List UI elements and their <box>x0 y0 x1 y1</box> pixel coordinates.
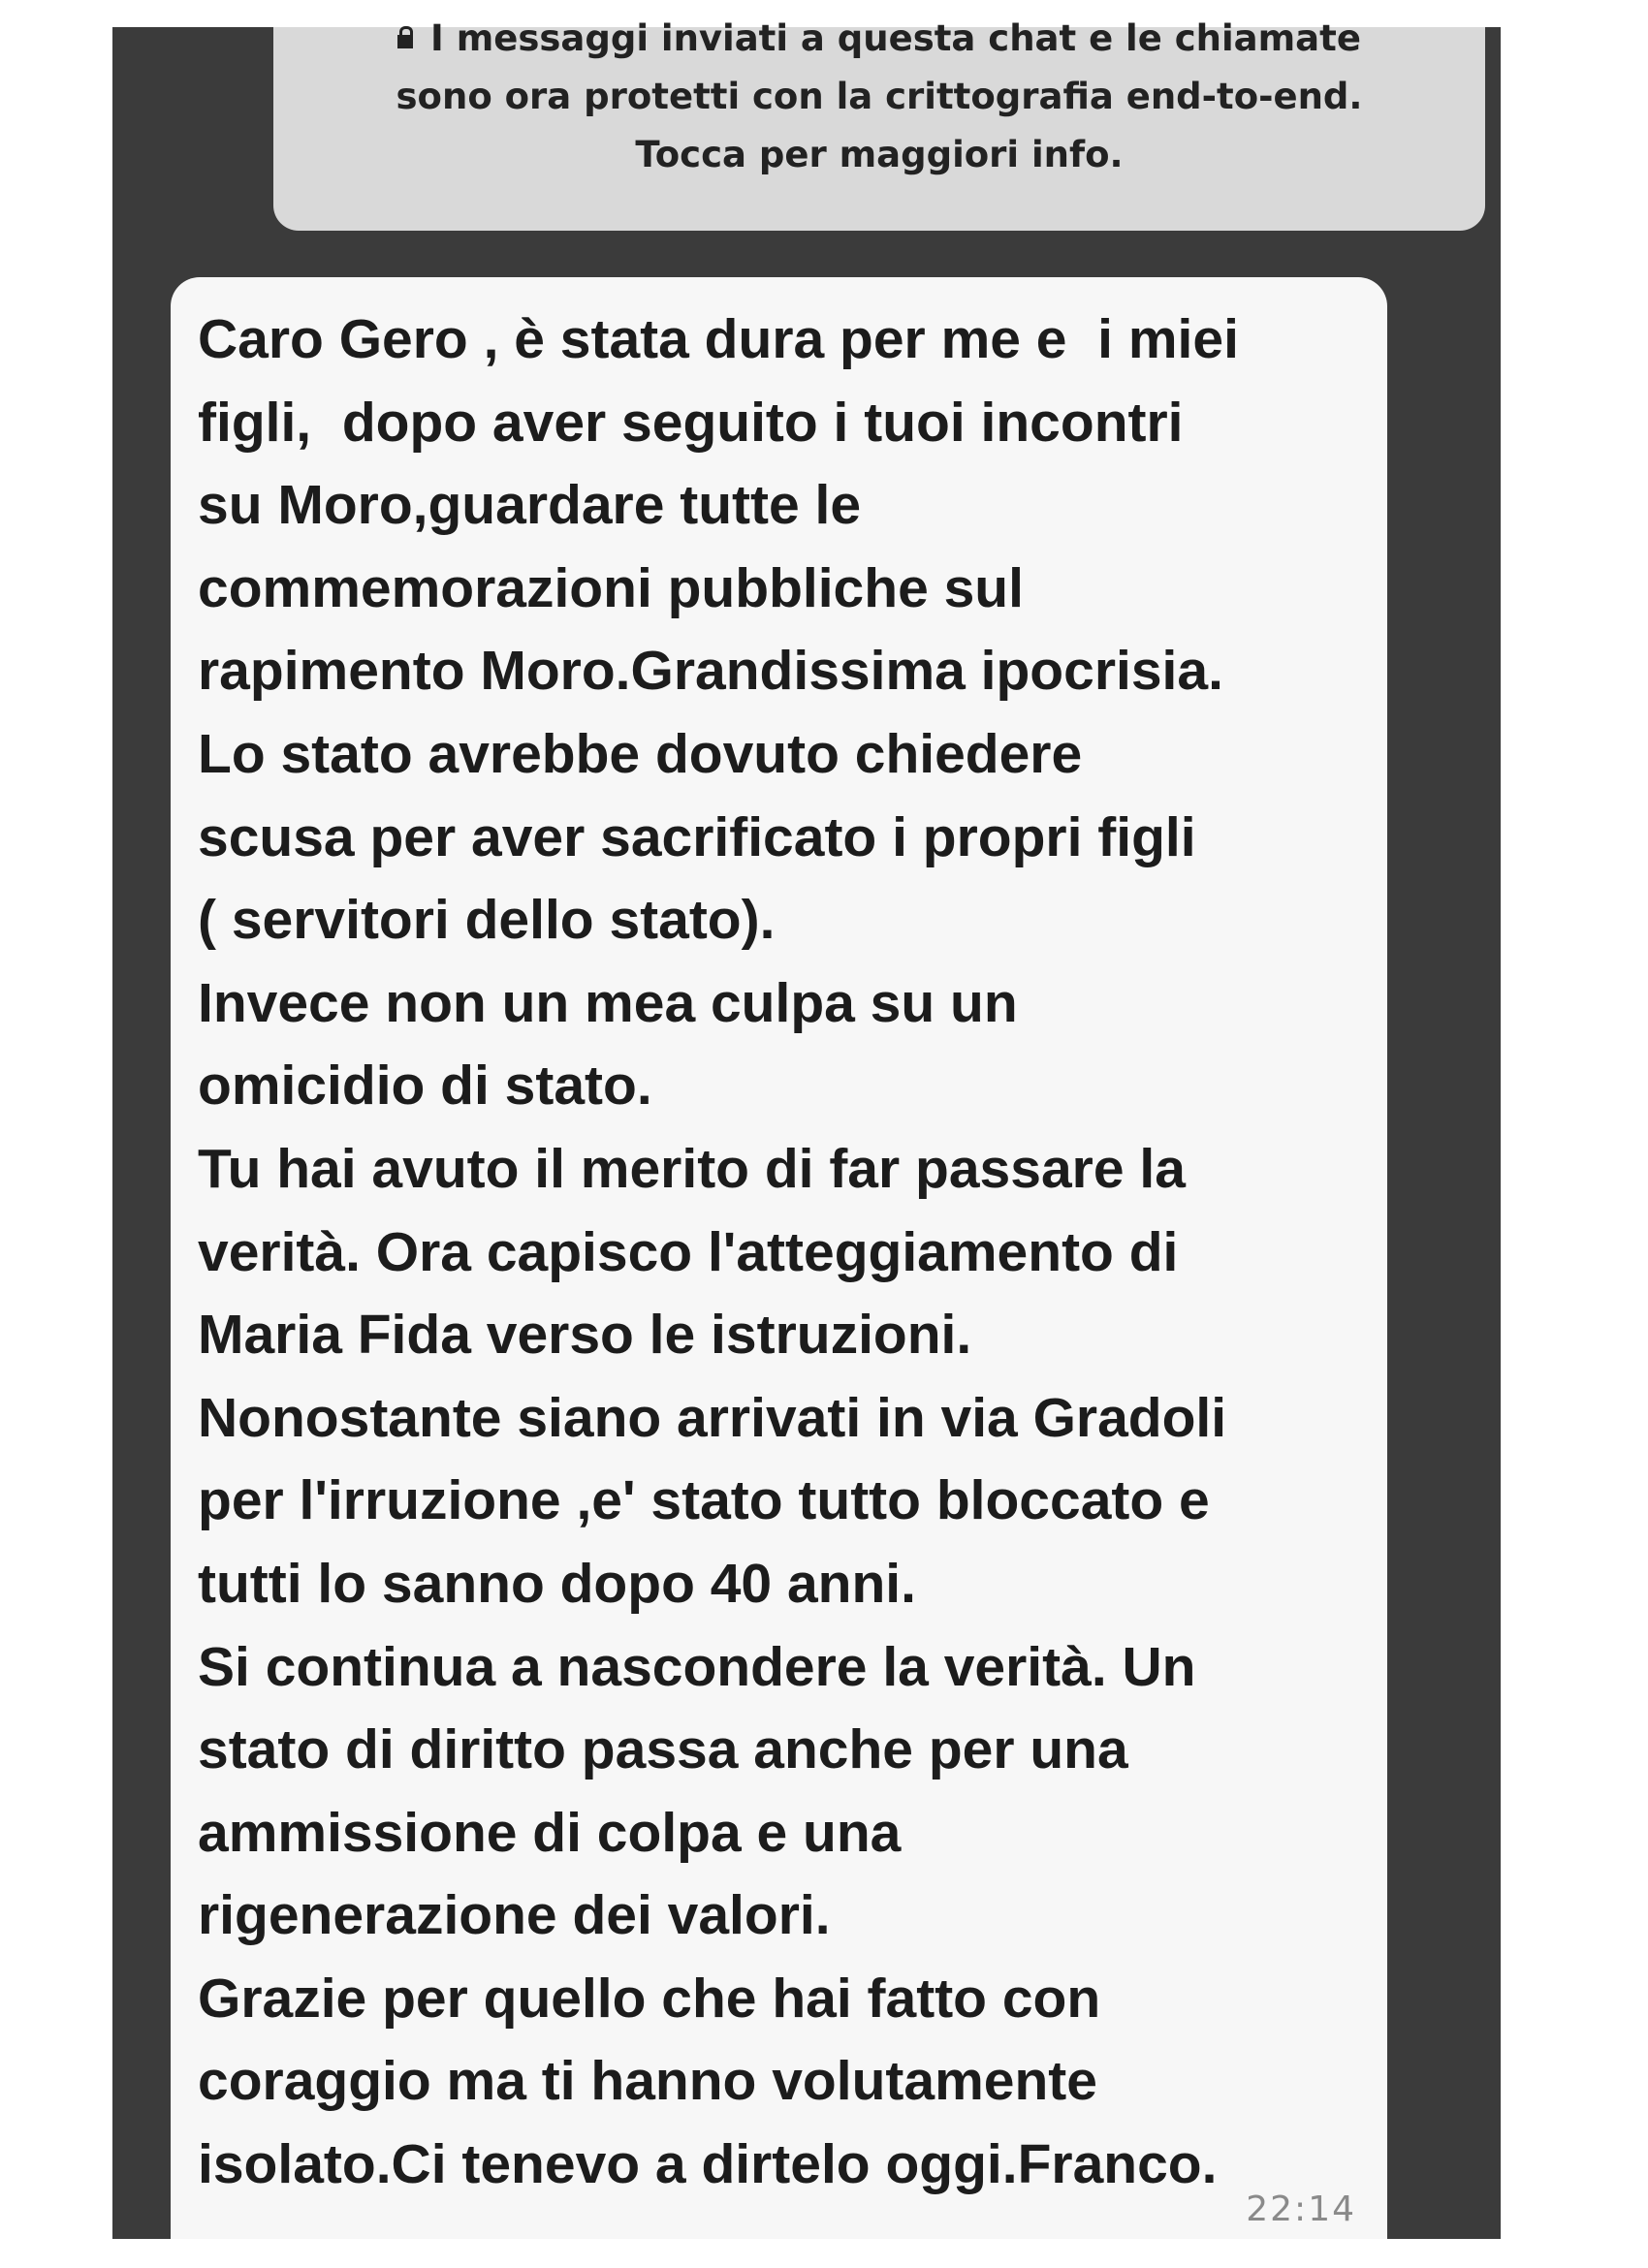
message-line: su Moro,guardare tutte le <box>198 474 862 537</box>
message-line: figli, dopo aver seguito i tuoi incontri <box>198 391 1184 454</box>
message-line: coraggio ma ti hanno volutamente <box>198 2050 1097 2113</box>
message-line: tutti lo sanno dopo 40 anni. <box>198 1552 916 1615</box>
incoming-message-bubble[interactable] <box>171 277 1387 2239</box>
message-line: per l'irruzione ,e' stato tutto bloccato e <box>198 1469 1210 1532</box>
message-line: Nonostante siano arrivati in via Gradoli <box>198 1386 1227 1449</box>
message-line: Grazie per quello che hai fatto con <box>198 1967 1101 2030</box>
message-line: ammissione di colpa e una <box>198 1801 902 1864</box>
message-line: rigenerazione dei valori. <box>198 1884 831 1947</box>
encryption-notice[interactable] <box>273 17 1485 231</box>
encryption-notice-line-2: sono ora protetti con la crittografia end-to-end. <box>396 76 1363 117</box>
message-line: Caro Gero , è stata dura per me e i miei <box>198 308 1239 370</box>
message-line: Tu hai avuto il merito di far passare la <box>198 1137 1186 1200</box>
message-line: commemorazioni pubbliche sul <box>198 556 1024 619</box>
message-line: rapimento Moro.Grandissima ipocrisia. <box>198 640 1223 703</box>
message-line: Invece non un mea culpa su un <box>198 971 1018 1034</box>
message-line: scusa per aver sacrificato i propri figli <box>198 805 1196 868</box>
message-line: ( servitori dello stato). <box>198 889 776 952</box>
encryption-notice-line-1 <box>273 10 1485 68</box>
message-line: Si continua a nascondere la verità. Un <box>198 1635 1196 1698</box>
message-line: omicidio di stato. <box>198 1055 652 1118</box>
message-line: Maria Fida verso le istruzioni. <box>198 1304 972 1367</box>
message-line: Lo stato avrebbe dovuto chiedere <box>198 722 1083 785</box>
message-text <box>198 299 1368 2207</box>
message-line: stato di diritto passa anche per una <box>198 1718 1128 1781</box>
message-line: isolato.Ci tenevo a dirtelo oggi.Franco. <box>198 2133 1218 2196</box>
encryption-notice-text-1: I messaggi inviati a questa chat e le chiamate <box>430 17 1361 59</box>
lock-icon <box>397 35 413 48</box>
message-line: verità. Ora capisco l'atteggiamento di <box>198 1220 1179 1283</box>
encryption-notice-line-3: Tocca per maggiori info. <box>635 134 1124 175</box>
message-timestamp: 22:14 <box>1246 2189 1356 2229</box>
